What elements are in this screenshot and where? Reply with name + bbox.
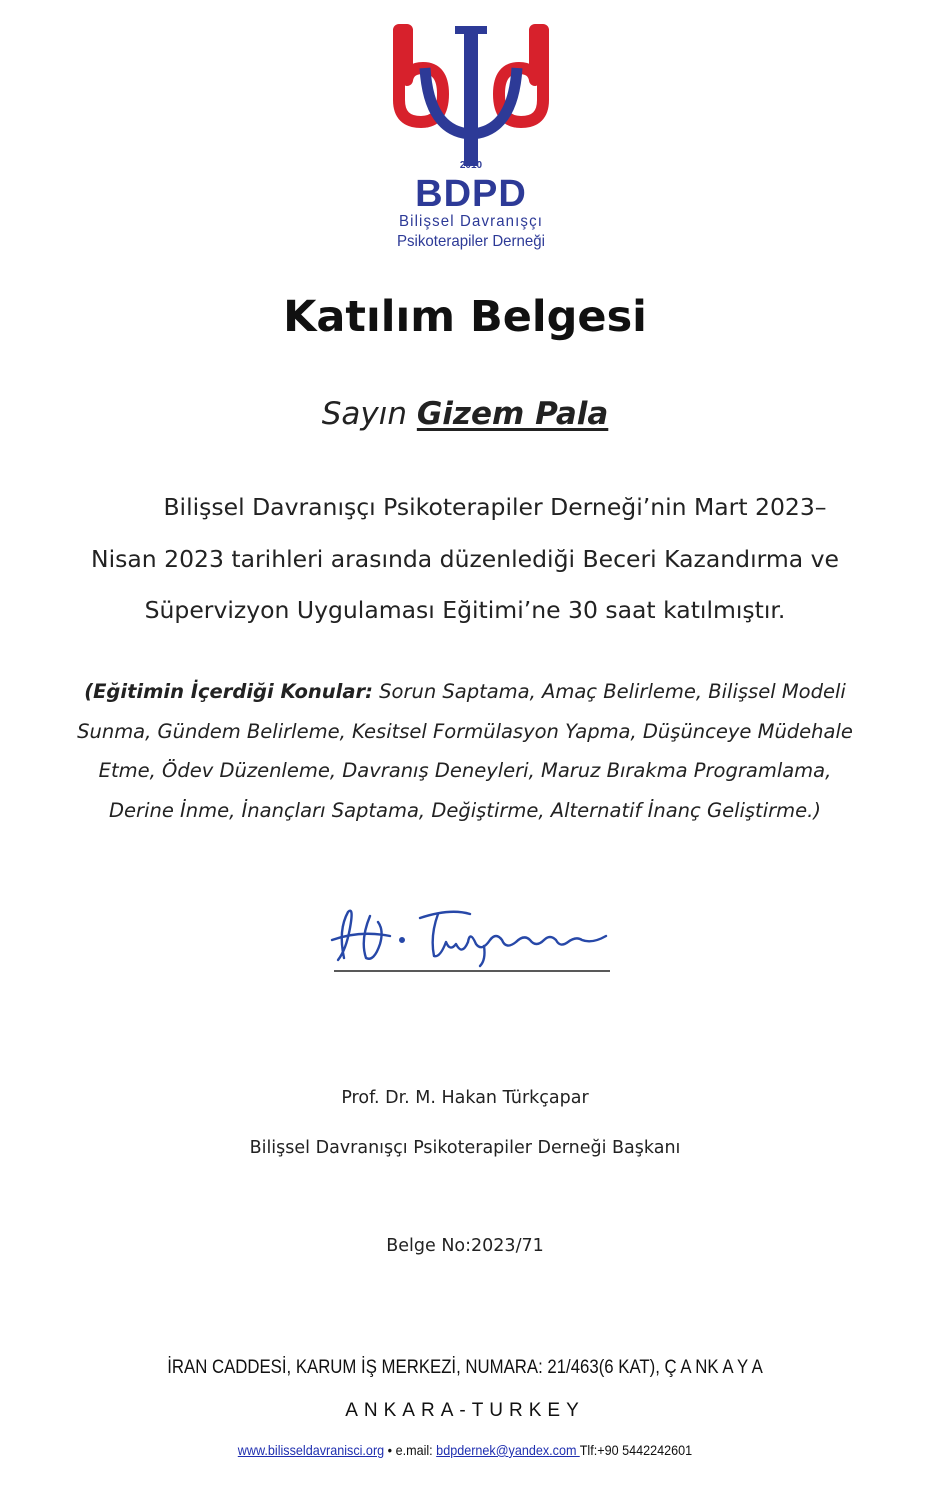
topics-label: (Eğitimin İçerdiği Konular: — [84, 680, 373, 703]
website-link[interactable]: www.bilisseldavranisci.org — [237, 1442, 385, 1458]
footer-address: İRAN CADDESİ, KARUM İŞ MERKEZİ, NUMARA: 21/463(6 KAT), Ç A NK A Y A — [167, 1356, 763, 1378]
topics-line-4: Derine İnme, İnançları Saptama, Değiştirme, Alternatif İnanç Geliştirme.) — [109, 798, 821, 822]
body-line-1: Bilişsel Davranışçı Psikoterapiler Derneği’nin Mart 2023– — [163, 493, 827, 521]
recipient-name: Gizem Pala — [416, 396, 609, 432]
email-label: • e.mail: — [384, 1442, 437, 1458]
footer-contact — [47, 1442, 884, 1458]
greeting — [0, 396, 930, 432]
certificate-body — [58, 482, 872, 637]
body-line-3: Süpervizyon Uygulaması Eğitimi’ne 30 saat katılmıştır. — [144, 596, 786, 624]
signer-title: Bilişsel Davranışçı Psikoterapiler Derneği Başkanı — [249, 1138, 681, 1158]
document-number: Belge No:2023/71 — [386, 1236, 544, 1256]
logo-year: 2010 — [459, 160, 483, 171]
topics-line-1: Sorun Saptama, Amaç Belirleme, Bilişsel Modeli — [372, 680, 846, 703]
logo-line-1: Bilişsel Davranışçı — [399, 213, 543, 230]
footer-city: ANKARA-TURKEY — [345, 1400, 585, 1421]
body-line-2: Nisan 2023 tarihleri arasında düzenlediği Beceri Kazandırma ve — [91, 544, 839, 573]
document-title: Katılım Belgesi — [283, 292, 647, 342]
logo-line-2: Psikoterapiler Derneği — [397, 233, 545, 250]
topics-line-3: Etme, Ödev Düzenleme, Davranış Deneyleri, Maruz Bırakma Programlama, — [98, 759, 832, 782]
bdpd-logo — [385, 22, 557, 262]
greeting-prefix: Sayın — [321, 396, 417, 432]
signer-name: Prof. Dr. M. Hakan Türkçapar — [341, 1088, 589, 1108]
phone-number: Tlf:+90 5442242601 — [579, 1442, 693, 1458]
email-link[interactable]: bdpdernek@yandex.com — [436, 1442, 580, 1458]
handwritten-signature — [330, 900, 612, 976]
logo-acronym: BDPD — [415, 173, 527, 215]
logo-monogram-icon — [399, 26, 543, 166]
topics-line-2: Sunma, Gündem Belirleme, Kesitsel Formülasyon Yapma, Düşünceye Müdehale — [77, 719, 853, 743]
training-topics — [54, 672, 876, 830]
